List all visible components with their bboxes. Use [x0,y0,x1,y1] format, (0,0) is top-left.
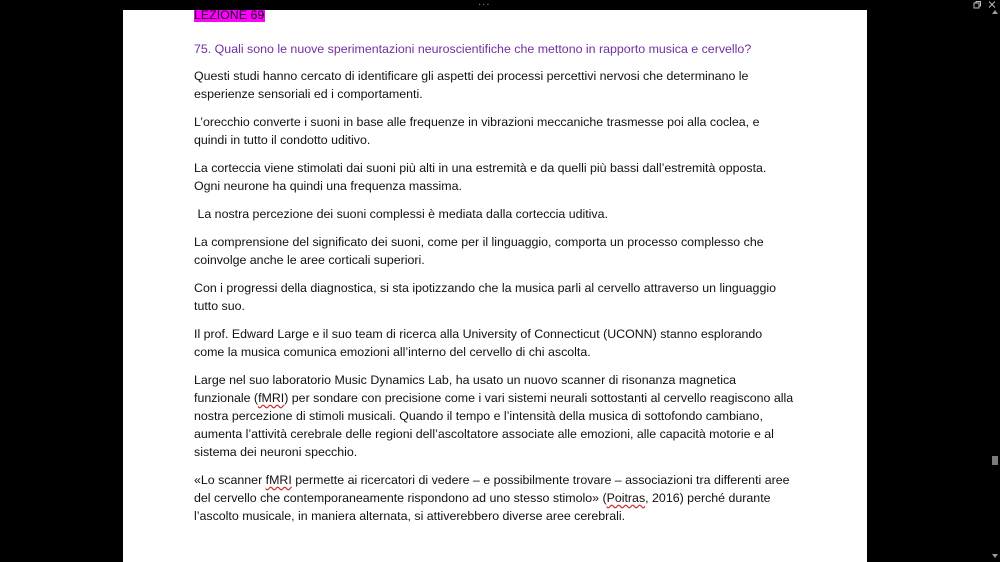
scroll-thumb[interactable] [992,456,998,465]
paragraph-6[interactable]: Con i progressi della diagnostica, si sta ipotizzando che la musica parli al cervello attraverso un linguaggio tutto suo. [194,281,776,313]
vertical-scrollbar[interactable] [990,10,1000,562]
title-bar-grip[interactable]: ... [478,0,491,8]
title-bar [0,0,1000,10]
lesson-label-line [194,10,794,28]
paragraph-2[interactable]: L’orecchio converte i suoni in base alle frequenze in vibrazioni meccaniche trasmesse poi alla coclea, e quindi in tutto il condotto uditivo. [194,115,760,147]
spellcheck-word-poitras[interactable]: Poitras [606,491,646,505]
document-body[interactable] [194,10,794,525]
paragraph-7[interactable]: Il prof. Edward Large e il suo team di ricerca alla University of Connecticut (UCONN) stanno esplorando come la musica comunica emozioni all’interno del cervello di chi ascolta. [194,327,763,359]
document-page[interactable] [123,10,867,562]
lesson-label[interactable]: LEZIONE 69 [194,10,265,22]
paragraph-1[interactable]: Questi studi hanno cercato di identificare gli aspetti dei processi percettivi nervosi che determinano le esperienze sensoriali ed i comportamenti. [194,69,749,101]
paragraph-9-text-c: , 2016) perché durante l’ascolto musicale, in maniera alternata, si attiverebbero diverse aree cerebrali. [194,491,771,523]
restore-icon[interactable] [972,0,982,10]
paragraph-4[interactable]: La nostra percezione dei suoni complessi è mediata dalla corteccia uditiva. [194,207,608,221]
paragraph-8-text-b: ) per sondare con precisione come i vari sistemi neurali sottostanti al cervello reagiscono alla nostra percezione di stimoli musicali. Quando il tempo e l’intensità della musica di sottofondo cambiano, aumenta l’attività cerebrale delle regioni dell’ascoltatore associate alle emozioni, alle capacità motorie e al sistema dei neuroni specchio. [194,391,794,459]
paragraph-9-text-a: «Lo scanner [194,473,266,487]
close-icon[interactable] [987,0,997,10]
paragraph-9[interactable] [194,471,794,525]
paragraph-5[interactable]: La comprensione del significato dei suoni, come per il linguaggio, comporta un processo complesso che coinvolge anche le aree corticali superiori. [194,235,764,267]
scroll-down-arrow-icon[interactable] [992,554,998,558]
question-heading[interactable]: 75. Quali sono le nuove sperimentazioni neuroscientifiche che mettono in rapporto musica e cervello? [194,42,752,56]
scroll-up-arrow-icon[interactable] [992,10,998,14]
paragraph-3[interactable]: La corteccia viene stimolati dai suoni più alti in una estremità e da quelli più bassi dall’estremità opposta. Ogni neurone ha quindi una frequenza massima. [194,161,767,193]
paragraph-9-text-b: permette ai ricercatori di vedere – e possibilmente trovare – associazioni tra differenti aree del cervello che contemporaneamente rispondono ad uno stesso stimolo» ( [194,473,790,505]
paragraph-8-text-a: Large nel suo laboratorio Music Dynamics Lab, ha usato un nuovo scanner di risonanza magnetica funzionale ( [194,373,737,405]
spellcheck-word-fmri[interactable]: fMRI [258,391,285,405]
paragraph-8[interactable] [194,371,794,461]
spellcheck-word-fmri-2[interactable]: fMRI [265,473,292,487]
